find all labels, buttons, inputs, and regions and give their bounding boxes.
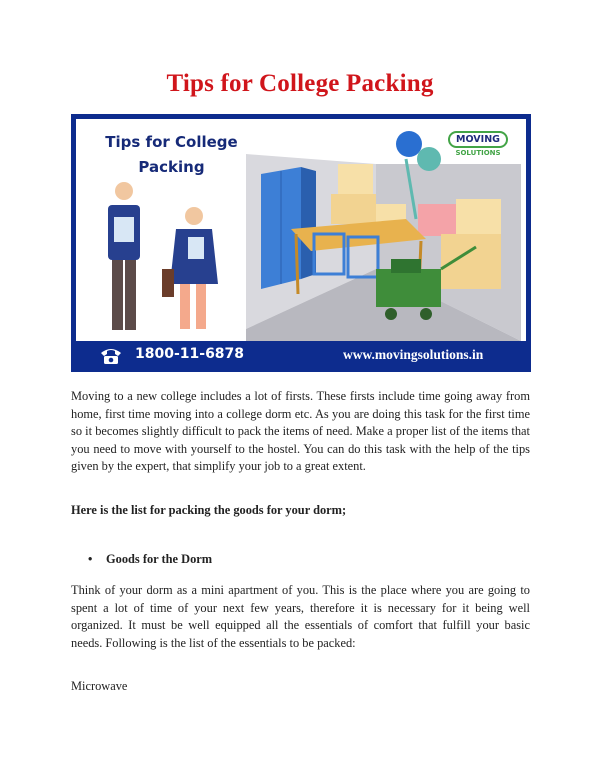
bullet-label: Goods for the Dorm xyxy=(106,552,213,566)
page-title: Tips for College Packing xyxy=(166,70,434,97)
banner-heading: Tips for College Packing xyxy=(105,133,238,176)
brand-logo: MOVING SOLUTIONS xyxy=(448,131,508,158)
banner-illustration xyxy=(76,119,526,341)
telephone-icon xyxy=(99,347,123,365)
bullet-item xyxy=(88,552,212,567)
dorm-paragraph: Think of your dorm as a mini apartment of you. This is the place where you are going to spent a lot of time of your next few years, therefore it is necessary for it being well organized. It must be well equipped all the essentials of comfort that fulfill your basic needs. Following is the list of the essentials to be packed: xyxy=(71,583,530,650)
website-address: www.movingsolutions.in xyxy=(343,347,484,362)
intro-paragraph: Moving to a new college includes a lot of firsts. These firsts include time going away from home, first time moving into a college dorm etc. As you are doing this task for the first time so it becomes slightly difficult to pack the items of need. Make a proper list of the items that you need to move with yourself to the hostel. You can do this task with the help of the tips given by the expert, that simplify your job to a great extent. xyxy=(71,389,530,474)
item-microwave: Microwave xyxy=(71,679,128,693)
bullet-dot: • xyxy=(88,552,93,566)
list-heading: Here is the list for packing the goods for your dorm; xyxy=(71,503,347,517)
promo-banner xyxy=(71,114,531,372)
phone-number: 1800-11-6878 xyxy=(135,346,245,362)
banner-contact-strip xyxy=(71,341,531,372)
